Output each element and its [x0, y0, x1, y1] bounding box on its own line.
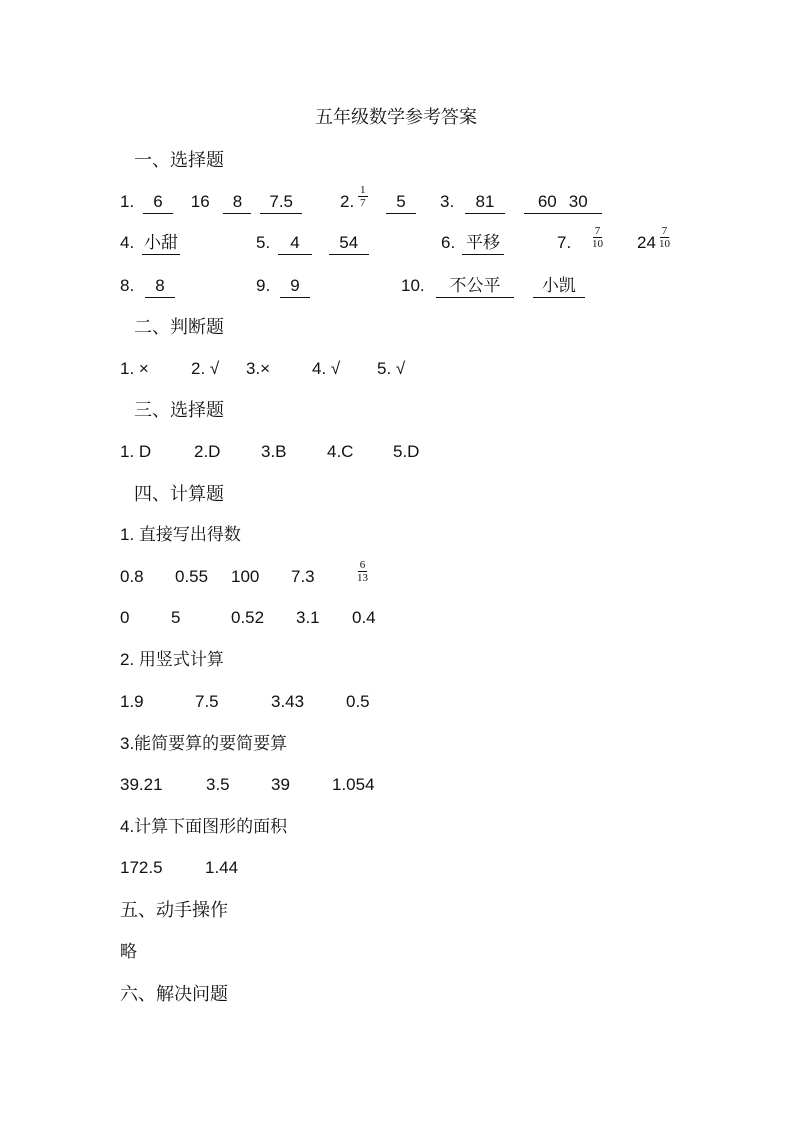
section-heading-judge: 二、判断题 — [134, 317, 224, 337]
fraction — [358, 184, 368, 209]
answer-value: 5 — [171, 608, 181, 627]
question-number: 5. — [256, 233, 271, 252]
section-heading-calc: 四、计算题 — [134, 484, 224, 504]
answer-blank-row — [143, 192, 302, 214]
answer-blank-row — [142, 233, 180, 255]
mixed-number-whole: 24 — [637, 233, 656, 252]
answer-value: 3.1 — [296, 608, 320, 627]
answer-value: 0.52 — [231, 608, 265, 627]
answer-blank: 小甜 — [142, 233, 180, 255]
answer-blank: 不公平 — [436, 276, 514, 298]
answer-blank: 7.5 — [260, 192, 302, 214]
question-number: 2. — [340, 192, 355, 211]
answer-value: 100 — [231, 567, 260, 586]
section-heading-problems: 六、解决问题 — [120, 984, 228, 1004]
fraction-numerator: 1 — [360, 184, 366, 196]
fraction — [657, 225, 672, 250]
answer-blank: 4 — [278, 233, 312, 255]
question-number: 3. — [440, 192, 455, 211]
answer-value: 172.5 — [120, 858, 163, 877]
question-number: 7. — [557, 233, 572, 252]
fraction-denominator: 13 — [357, 572, 368, 584]
answer-blank-row — [280, 276, 310, 298]
answer-item: 1. × — [120, 359, 149, 378]
answer-item: 2. √ — [191, 359, 220, 378]
question-number: 4. — [120, 233, 135, 252]
answer-value: 0.5 — [346, 692, 370, 711]
answer-item: 5. √ — [377, 359, 406, 378]
fraction-numerator: 6 — [359, 559, 366, 571]
answer-value: 0.8 — [120, 567, 144, 586]
answer-value: 0.55 — [175, 567, 209, 586]
answer-blank-row — [465, 192, 602, 214]
answer-value: 60 — [537, 192, 557, 211]
fraction — [590, 225, 605, 250]
section-heading-choice-2: 三、选择题 — [134, 400, 224, 420]
section-heading-operation: 五、动手操作 — [120, 900, 228, 920]
question-number: 10. — [401, 276, 425, 295]
answer-blank: 54 — [329, 233, 369, 255]
answer-blank-row — [278, 233, 369, 255]
sub-heading: 1. 直接写出得数 — [120, 525, 241, 544]
answer-blank-row — [386, 192, 416, 214]
answer-value: 7.3 — [291, 567, 315, 586]
sub-heading: 2. 用竖式计算 — [120, 650, 224, 669]
answer-value: 0.4 — [352, 608, 376, 627]
sub-heading: 4.计算下面图形的面积 — [120, 817, 288, 836]
answer-blank: 平移 — [462, 233, 504, 255]
answer-value: 16 — [190, 192, 210, 211]
question-number: 9. — [256, 276, 271, 295]
sub-heading: 3.能简要算的要简要算 — [120, 734, 288, 753]
answer-item: 3.× — [246, 359, 271, 378]
answer-item: 5.D — [393, 442, 420, 461]
answer-blank: 小凯 — [533, 276, 585, 298]
question-number: 1. — [120, 192, 135, 211]
fraction-numerator: 7 — [594, 225, 601, 237]
answer-value: 30 — [568, 192, 588, 211]
section-heading-choice: 一、选择题 — [134, 150, 224, 170]
answer-blank: 5 — [386, 192, 416, 214]
question-number: 8. — [120, 276, 135, 295]
answer-blank: 6 — [143, 192, 173, 214]
fraction-denominator: 10 — [659, 238, 670, 250]
answer-item: 4.C — [327, 442, 354, 461]
answer-item: 3.B — [261, 442, 287, 461]
answer-value: 1.44 — [205, 858, 239, 877]
answer-value: 3.43 — [271, 692, 305, 711]
answer-blank-row — [462, 233, 504, 255]
answer-value: 0 — [120, 608, 130, 627]
fraction — [355, 559, 370, 584]
page-title: 五年级数学参考答案 — [315, 107, 477, 127]
fraction-numerator: 7 — [661, 225, 668, 237]
answer-item: 4. √ — [312, 359, 341, 378]
answer-value: 略 — [120, 942, 137, 961]
answer-blank — [524, 192, 602, 214]
answer-blank: 81 — [465, 192, 505, 214]
answer-blank: 8 — [223, 192, 251, 214]
question-number: 6. — [441, 233, 456, 252]
answer-item: 2.D — [194, 442, 221, 461]
answer-value: 39 — [271, 775, 290, 794]
answer-blank-row — [436, 276, 585, 298]
answer-value: 1.9 — [120, 692, 144, 711]
fraction-denominator: 7 — [360, 197, 366, 209]
answer-value: 1.054 — [332, 775, 375, 794]
fraction-denominator: 10 — [592, 238, 603, 250]
answer-blank: 9 — [280, 276, 310, 298]
answer-item: 1. D — [120, 442, 152, 461]
answer-value: 7.5 — [195, 692, 219, 711]
answer-value: 3.5 — [206, 775, 230, 794]
answer-blank: 8 — [145, 276, 175, 298]
answer-blank-row — [145, 276, 175, 298]
answer-value: 39.21 — [120, 775, 163, 794]
